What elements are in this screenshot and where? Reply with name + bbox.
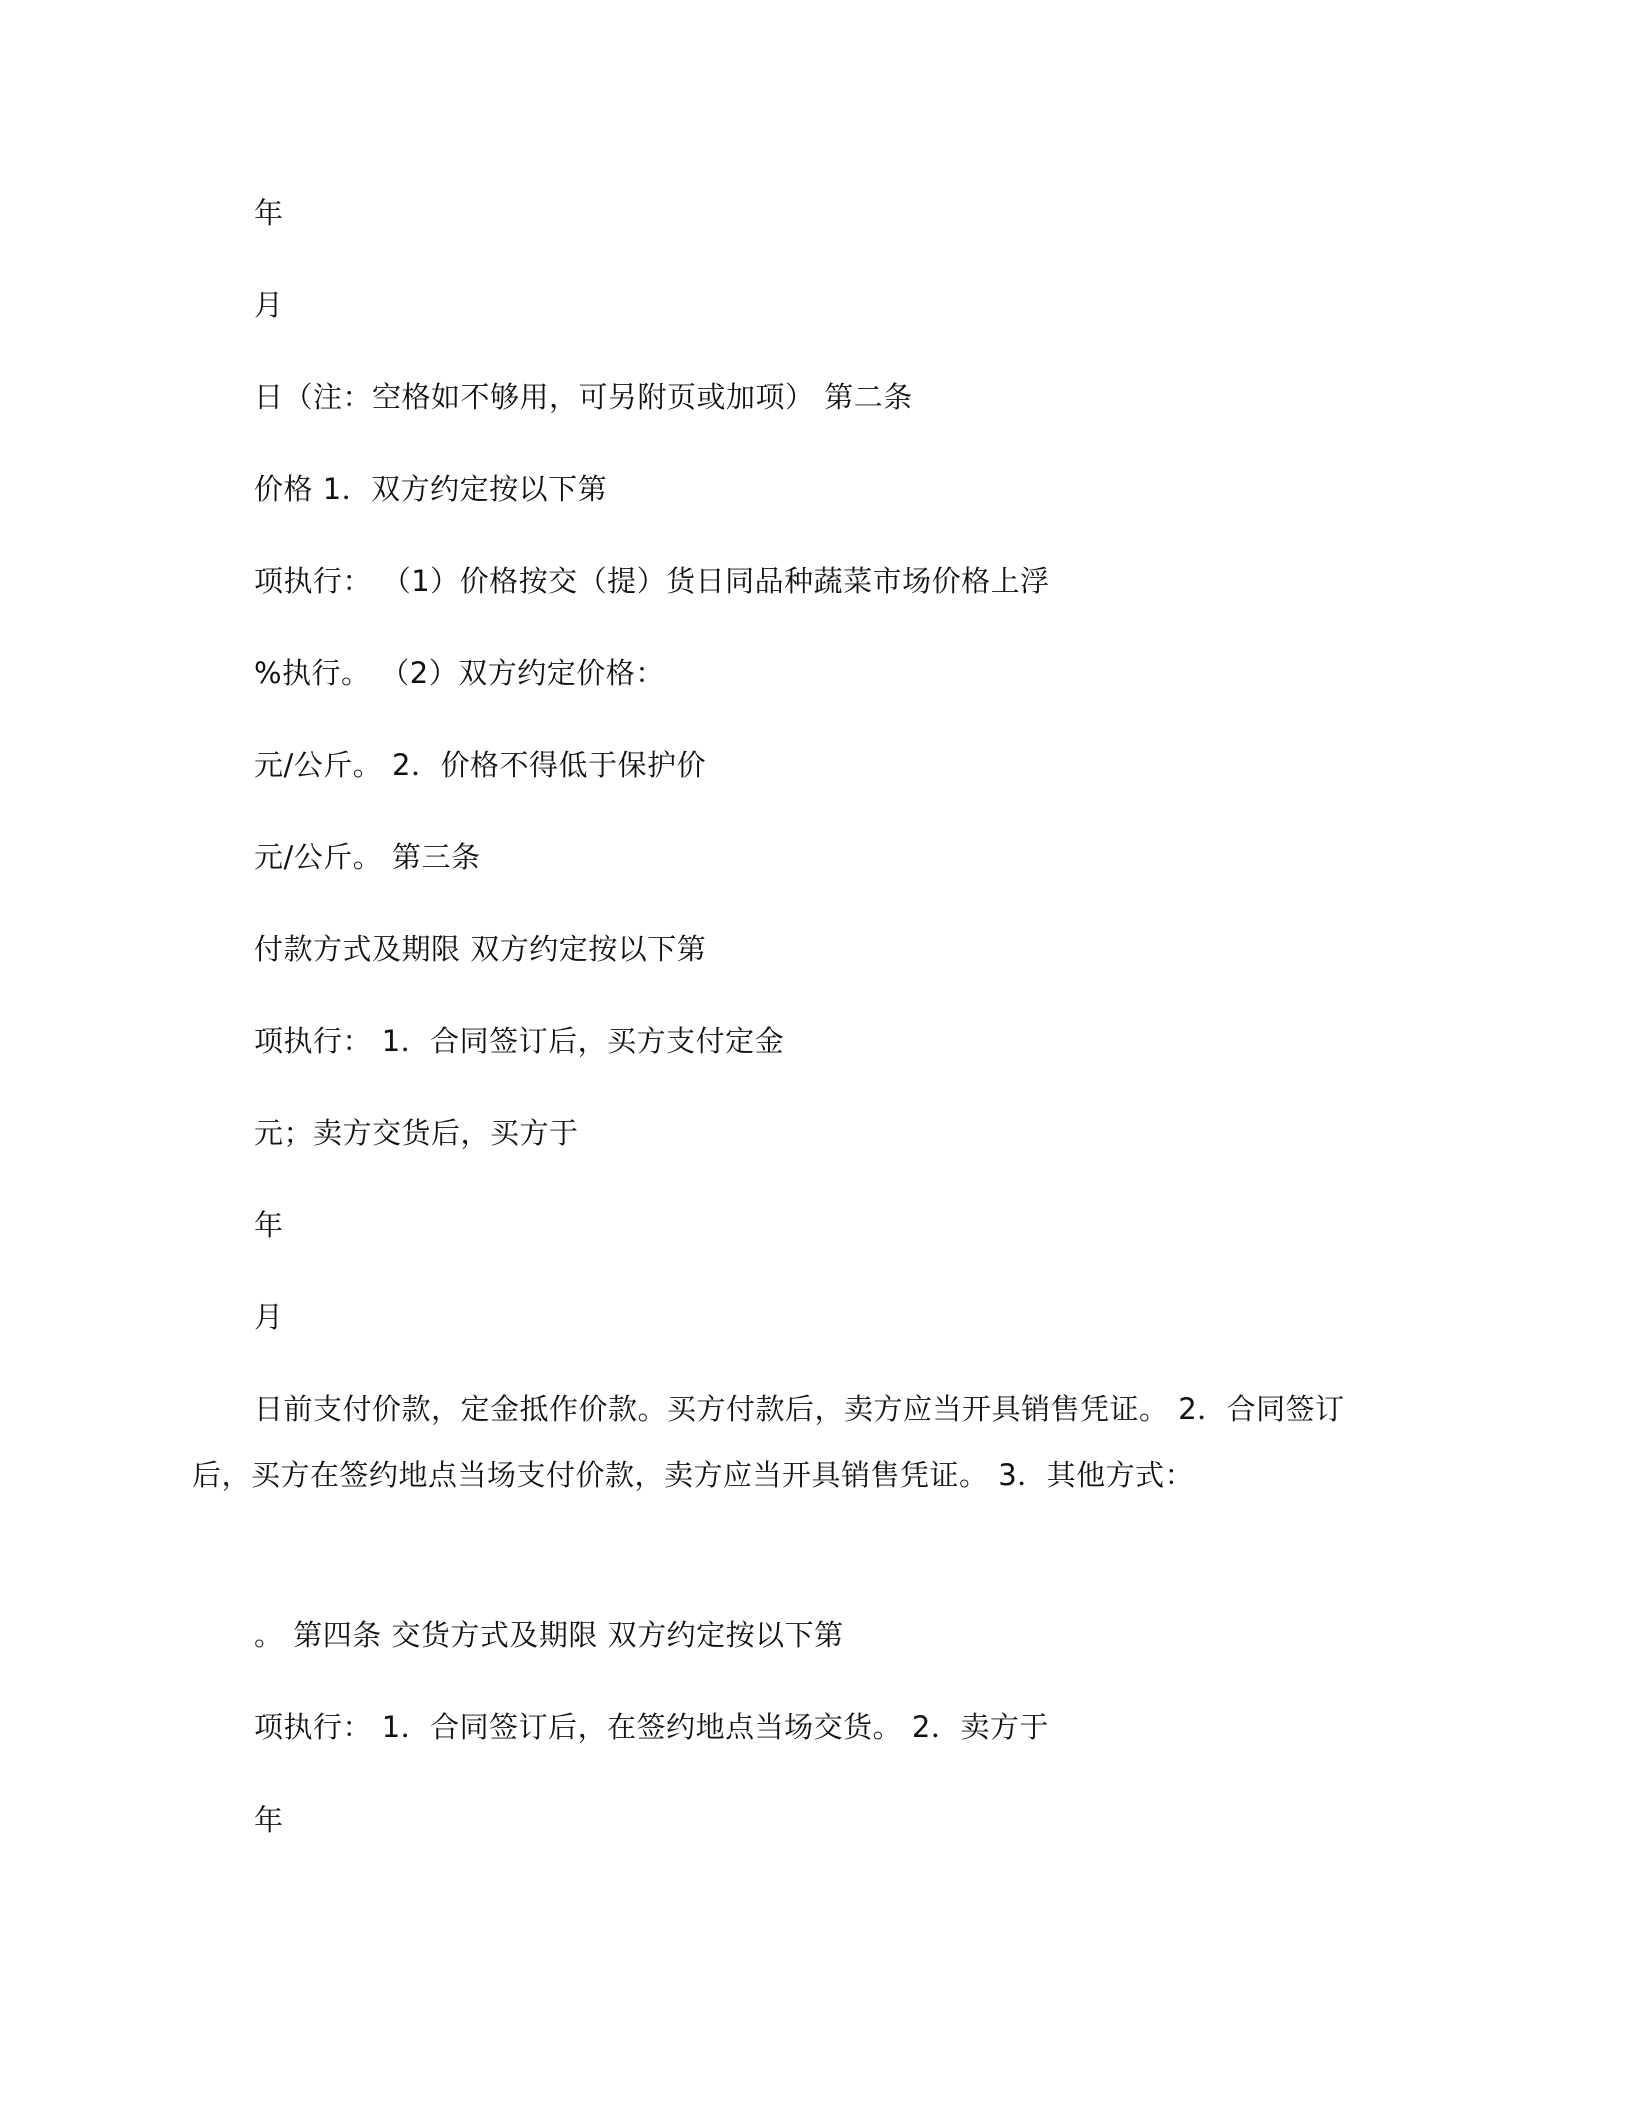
text-line: 年 [254,1208,284,1242]
text-line: 后，买方在签约地点当场支付价款，卖方应当开具销售凭证。 3．其他方式： [192,1458,1195,1492]
text-line: 年 [254,1803,284,1837]
text-line: 项执行： （1）价格按交（提）货日同品种蔬菜市场价格上浮 [254,564,1050,598]
text-line: 项执行： 1．合同签订后，买方支付定金 [254,1024,785,1058]
text-line: 月 [254,288,284,322]
text-line: 价格 1．双方约定按以下第 [254,472,608,506]
text-line: 元/公斤。 第三条 [254,840,481,874]
text-line: 元/公斤。 2．价格不得低于保护价 [254,748,706,782]
text-line: 月 [254,1300,284,1334]
text-line: 元；卖方交货后，买方于 [254,1116,579,1150]
text-line: %执行。 （2）双方约定价格： [254,656,665,690]
text-line: 项执行： 1．合同签订后，在签约地点当场交货。 2．卖方于 [254,1710,1049,1744]
text-line: 。 第四条 交货方式及期限 双方约定按以下第 [254,1618,844,1652]
text-line: 日（注：空格如不够用，可另附页或加项） 第二条 [254,380,913,414]
text-line: 日前支付价款，定金抵作价款。买方付款后，卖方应当开具销售凭证。 2．合同签订 [254,1392,1345,1426]
text-line: 付款方式及期限 双方约定按以下第 [254,932,707,966]
text-line: 年 [254,196,284,230]
